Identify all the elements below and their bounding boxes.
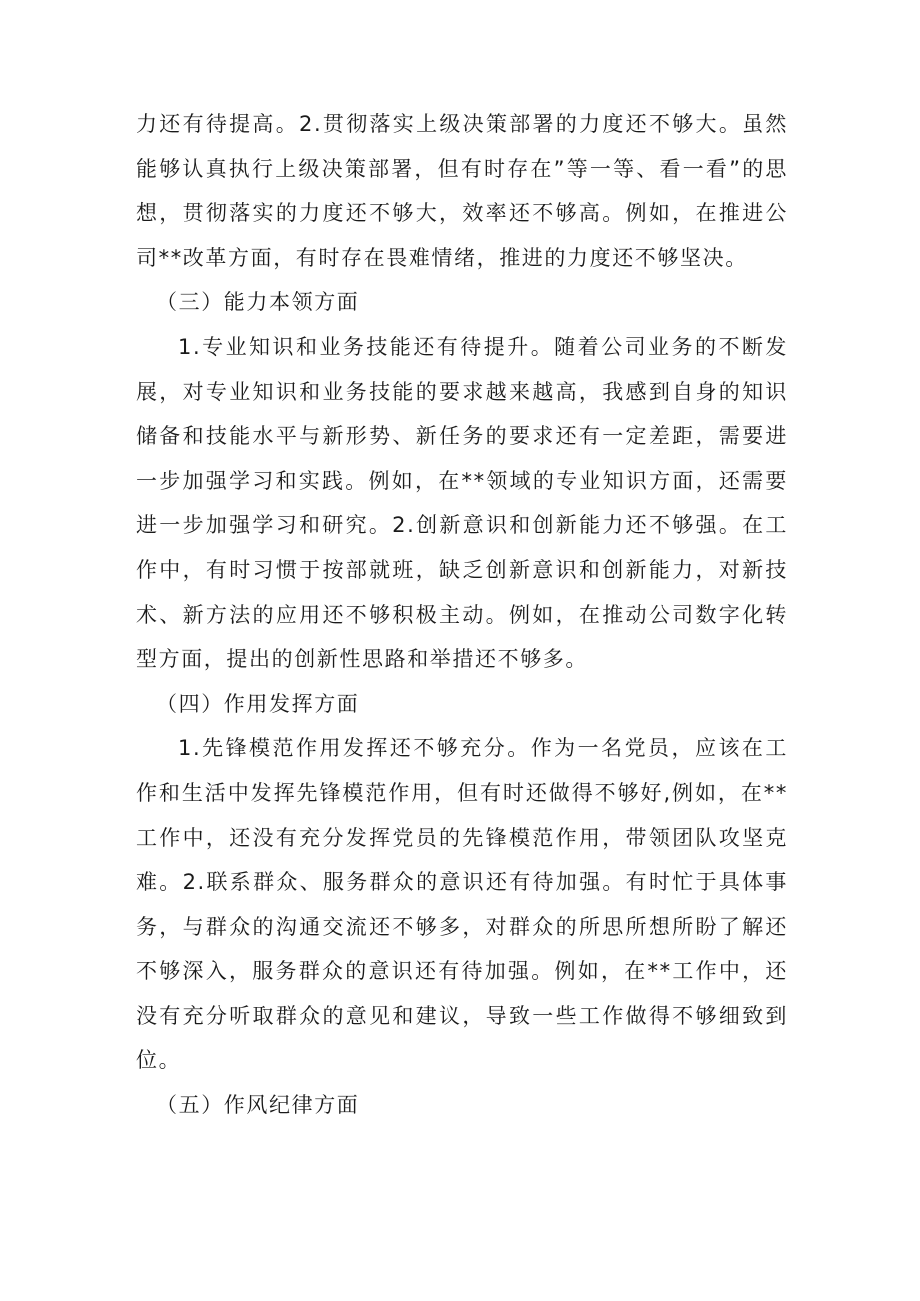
section-heading-discipline: （五）作风纪律方面 bbox=[156, 1093, 360, 1118]
section-heading-ability: （三）能力本领方面 bbox=[156, 290, 360, 315]
paragraph-continuation: 力还有待提高。2.贯彻落实上级决策部署的力度还不够大。虽然能够认真执行上级决策部署，但有时存在”等一等、看一看”的思想，贯彻落实的力度还不够大，效率还不够高。例如，在推进公司**改革方面，有时存在畏难情绪，推进的力度还不够坚决。 bbox=[136, 112, 788, 270]
section-heading-role: （四）作用发挥方面 bbox=[156, 691, 360, 716]
paragraph-ability: 1.专业知识和业务技能还有待提升。随着公司业务的不断发展，对专业知识和业务技能的要求越来越高，我感到自身的知识储备和技能水平与新形势、新任务的要求还有一定差距，需要进一步加强学习和实践。例如，在**领域的专业知识方面，还需要进一步加强学习和研究。2.创新意识和创新能力还不够强。在工作中，有时习惯于按部就班，缺乏创新意识和创新能力，对新技术、新方法的应用还不够积极主动。例如，在推动公司数字化转型方面，提出的创新性思路和举措还不够多。 bbox=[136, 334, 788, 672]
paragraph-role: 1.先锋模范作用发挥还不够充分。作为一名党员，应该在工作和生活中发挥先锋模范作用，但有时还做得不够好,例如，在**工作中，还没有充分发挥党员的先锋模范作用，带领团队攻坚克难。2.联系群众、服务群众的意识还有待加强。有时忙于具体事务，与群众的沟通交流还不够多，对群众的所思所想所盼了解还不够深入，服务群众的意识还有待加强。例如，在**工作中，还没有充分听取群众的意见和建议，导致一些工作做得不够细致到位。 bbox=[136, 736, 788, 1073]
